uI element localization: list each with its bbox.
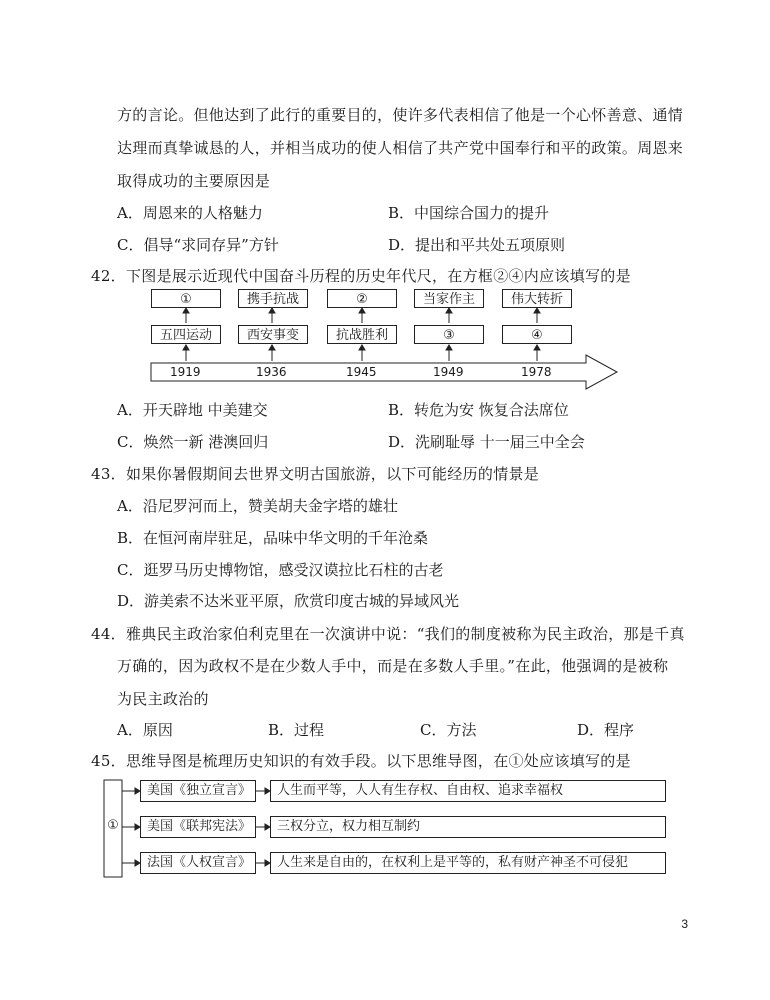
q45-stem: 45．思维导图是梳理历史知识的有效手段。以下思维导图，在①处应该填写的是 <box>91 752 631 770</box>
page-number: 3 <box>681 917 688 931</box>
q44-option-d: D．程序 <box>577 721 635 739</box>
timeline-top-box-4: 当家作主 <box>414 289 484 308</box>
timeline-mid-box-5: ④ <box>502 325 572 344</box>
timeline-mid-box-3: 抗战胜利 <box>327 325 397 344</box>
q41-text-line-3: 取得成功的主要原因是 <box>117 172 271 190</box>
q41-option-a: A．周恩来的人格魅力 <box>117 204 263 222</box>
q41-option-d: D．提出和平共处五项原则 <box>388 236 566 254</box>
q43-option-c: C．逛罗马历史博物馆，感受汉谟拉比石柱的古老 <box>117 561 444 579</box>
q41-text-line-1: 方的言论。但他达到了此行的重要目的，使许多代表相信了他是一个心怀善意、通情 <box>117 106 684 124</box>
q44-text-line-2: 万确的，因为政权不是在少数人手中，而是在多数人手里。”在此，他强调的是被称 <box>117 657 669 675</box>
timeline-mid-box-2: 西安事变 <box>238 325 308 344</box>
q44-option-c: C．方法 <box>420 721 477 739</box>
q41-option-b: B．中国综合国力的提升 <box>388 204 550 222</box>
mindmap-root-label: ① <box>107 818 119 833</box>
mindmap-doc-1: 美国《独立宣言》 <box>140 780 256 802</box>
q43-option-a: A．沿尼罗河而上，赞美胡夫金字塔的雄壮 <box>117 497 398 515</box>
timeline-top-box-1: ① <box>151 289 221 308</box>
mindmap-content-3: 人生来是自由的，在权利上是平等的，私有财产神圣不可侵犯 <box>270 852 666 874</box>
q44-text-line-3: 为民主政治的 <box>117 690 209 708</box>
timeline-year-1936: 1936 <box>256 365 287 379</box>
q42-stem: 42．下图是展示近现代中国奋斗历程的历史年代尺，在方框②④内应该填写的是 <box>91 267 631 285</box>
timeline-year-1945: 1945 <box>346 365 377 379</box>
timeline-top-box-2: 携手抗战 <box>238 289 308 308</box>
q41-text-line-2: 达理而真挚诚恳的人，并相当成功的使人相信了共产党中国奉行和平的政策。周恩来 <box>117 139 684 157</box>
timeline-mid-box-4: ③ <box>414 325 484 344</box>
q41-option-c: C．倡导“求同存异”方针 <box>117 236 279 254</box>
q42-option-d: D．洗刷耻辱 十一届三中全会 <box>388 433 585 451</box>
q44-option-b: B．过程 <box>268 721 325 739</box>
timeline-year-1919: 1919 <box>170 365 201 379</box>
q43-option-d: D．游美索不达米亚平原，欣赏印度古城的异域风光 <box>117 592 460 610</box>
timeline-top-box-3: ② <box>327 289 397 308</box>
q42-option-a: A．开天辟地 中美建交 <box>117 401 268 419</box>
timeline-year-1949: 1949 <box>433 365 464 379</box>
q42-option-c: C．焕然一新 港澳回归 <box>117 433 269 451</box>
timeline-year-1978: 1978 <box>521 365 552 379</box>
mindmap-doc-2: 美国《联邦宪法》 <box>140 816 256 838</box>
q43-option-b: B．在恒河南岸驻足，品味中华文明的千年沧桑 <box>117 529 429 547</box>
mindmap-doc-3: 法国《人权宣言》 <box>140 852 256 874</box>
q44-text-line-1: 44．雅典民主政治家伯利克里在一次演讲中说：“我们的制度被称为民主政治，那是千真 <box>91 625 685 643</box>
timeline-mid-box-1: 五四运动 <box>151 325 221 344</box>
q43-stem: 43．如果你暑假期间去世界文明古国旅游，以下可能经历的情景是 <box>91 465 540 483</box>
timeline-top-box-5: 伟大转折 <box>502 289 572 308</box>
mindmap-content-1: 人生而平等，人人有生存权、自由权、追求幸福权 <box>270 780 666 802</box>
mindmap-content-2: 三权分立，权力相互制约 <box>270 816 666 838</box>
q42-option-b: B．转危为安 恢复合法席位 <box>388 401 569 419</box>
q44-option-a: A．原因 <box>117 721 173 739</box>
